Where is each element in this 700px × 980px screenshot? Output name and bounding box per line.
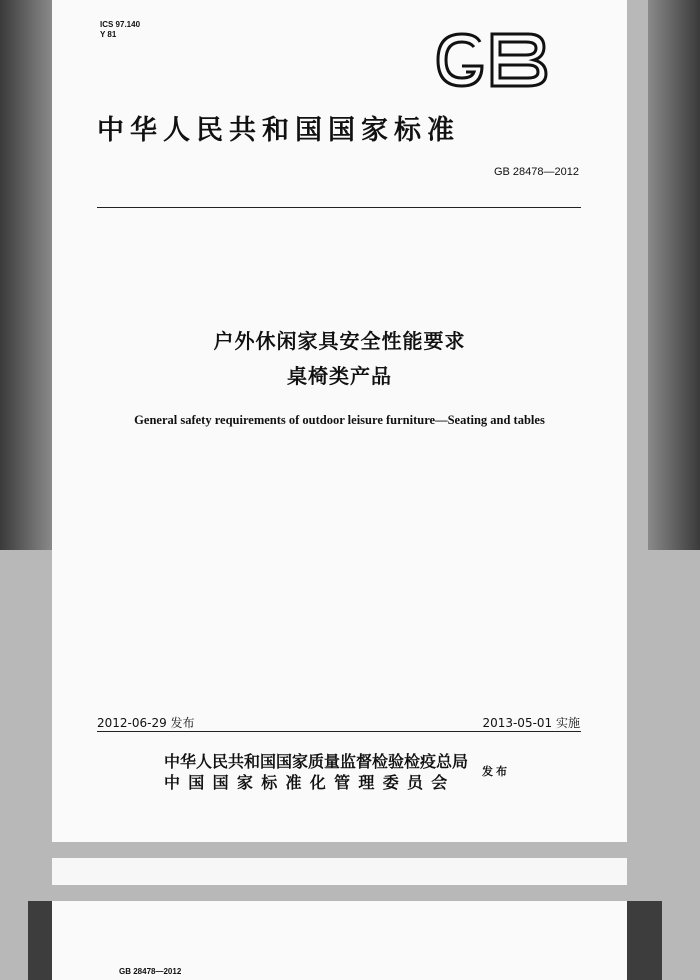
publish-date: 2012-06-29 发布: [97, 716, 195, 730]
ics-code: [100, 20, 140, 40]
right-shadow: [648, 0, 700, 550]
bottom-rule: [97, 731, 581, 732]
next-page: [52, 901, 627, 980]
top-rule: [97, 207, 581, 208]
title-zh-line1: 户外休闲家具安全性能要求: [213, 329, 466, 353]
page-gap-strip: [52, 858, 627, 885]
issuer-line1: 中华人民共和国国家质量监督检验检疫总局: [164, 752, 469, 771]
gb-logo: [432, 30, 550, 90]
cover-page: [52, 0, 627, 842]
ics-line: ICS 97.140: [100, 20, 141, 29]
standard-number: GB 28478—2012: [493, 166, 579, 178]
implement-date: 2013-05-01 实施: [482, 716, 580, 730]
next-page-header-number: GB 28478—2012: [119, 967, 182, 976]
title-en: General safety requirements of outdoor leisure furniture—Seating and tables: [134, 413, 545, 427]
left-shadow: [0, 0, 52, 550]
issue-label: 发布: [482, 765, 510, 778]
standard-title: 中华人民共和国国家标准: [97, 115, 460, 146]
class-line: Y 81: [100, 30, 117, 39]
issuer-line2: 中国国家标准化管理委员会: [164, 773, 456, 792]
title-zh-line2: 桌椅类产品: [287, 364, 392, 388]
